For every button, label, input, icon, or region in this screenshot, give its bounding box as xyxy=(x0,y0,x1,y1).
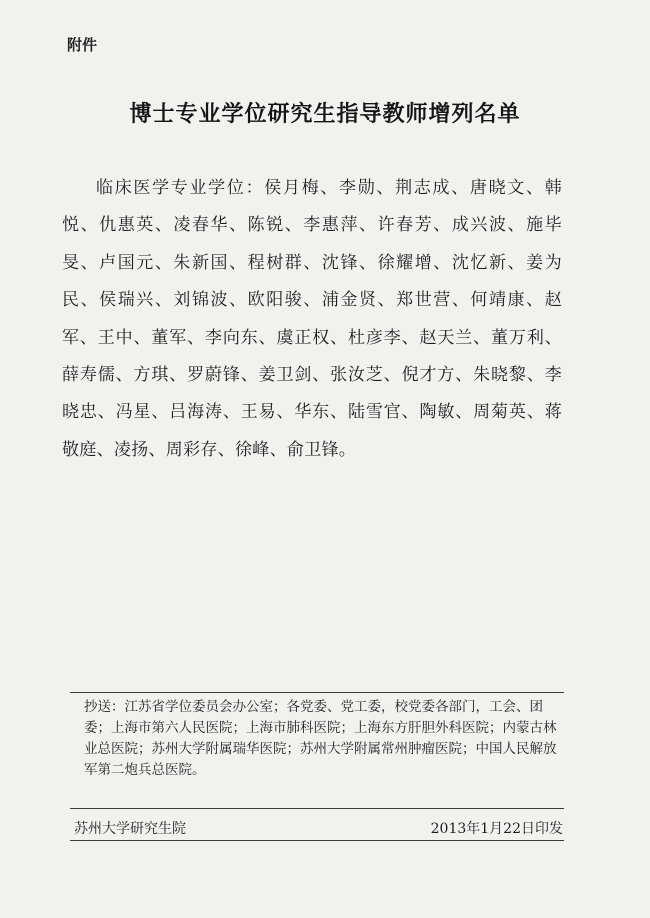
footer-bottom-rule xyxy=(70,840,564,841)
document-title: 博士专业学位研究生指导教师增列名单 xyxy=(129,102,521,127)
cc-bottom-rule xyxy=(70,808,564,809)
cc-recipients: 江苏省学位委员会办公室；各党委、党工委，校党委各部门，工会、团委；上海市第六人民医院；上海市肺科医院；上海东方肝胆外科医院；内蒙古林业总医院；苏州大学附属瑞华医院；苏州大学附属常州肿瘤医院；中国人民解放军第二炮兵总医院。 xyxy=(84,699,557,778)
issue-date: 2013年1月22日印发 xyxy=(430,821,563,837)
attachment-label: 附件 xyxy=(67,36,98,54)
cc-block xyxy=(84,697,564,781)
cc-label: 抄送： xyxy=(84,699,125,715)
name-list-paragraph: 临床医学专业学位：侯月梅、李勋、荆志成、唐晓文、韩悦、仇惠英、凌春华、陈锐、李惠萍、许春芳、成兴波、施毕旻、卢国元、朱新国、程树群、沈锋、徐耀增、沈忆新、姜为民、侯瑞兴、刘锦波、欧阳骏、浦金贤、郑世营、何靖康、赵军、王中、董军、李向东、虞正权、杜彦李、赵天兰、董万利、薛寿儒、方琪、罗蔚锋、姜卫剑、张汝芝、倪才方、朱晓黎、李晓忠、冯星、吕海涛、王易、华东、陆雪官、陶敏、周菊英、蒋敬庭、凌扬、周彩存、徐峰、俞卫锋。 xyxy=(62,178,562,460)
cc-top-rule xyxy=(70,692,564,693)
issuer: 苏州大学研究生院 xyxy=(74,821,186,837)
